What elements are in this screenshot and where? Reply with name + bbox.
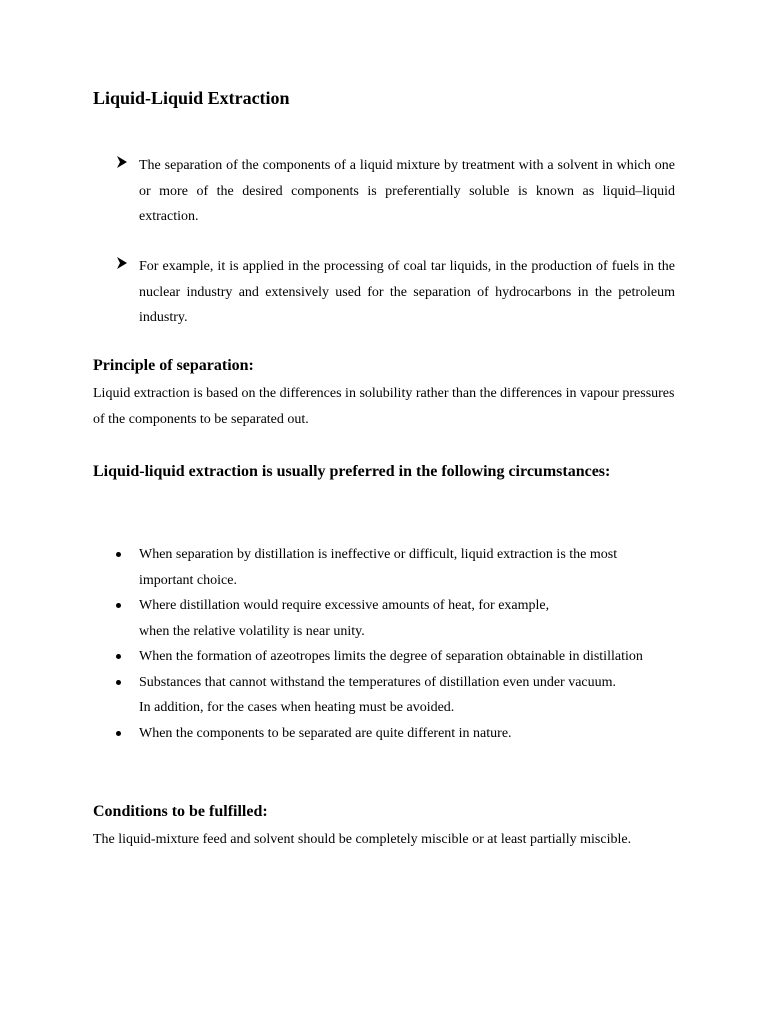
list-item [93,644,675,670]
document-title: Liquid-Liquid Extraction [93,88,290,108]
arrow-bullet-icon [115,256,129,270]
list-item-text: When separation by distillation is ineffective or difficult, liquid extraction is the most important choice. [139,547,618,588]
bullet-dot-icon [116,603,121,608]
list-item-text-continued: when the relative volatility is near unity. [139,623,365,639]
list-item-text: When the formation of azeotropes limits the degree of separation obtainable in distillation [139,649,643,664]
principle-heading: Principle of separation: [93,357,254,374]
bullet-dot-icon [116,680,121,685]
intro-point-text: The separation of the components of a liquid mixture by treatment with a solvent in which one or more of the desired components is preferentially soluble is known as liquid–liquid extraction. [139,158,675,224]
intro-point [93,254,675,331]
list-item [93,593,675,644]
list-item-text: When the components to be separated are quite different in nature. [139,725,512,741]
circumstances-list [93,542,675,746]
circumstances-heading: Liquid-liquid extraction is usually preferred in the following circumstances: [93,463,611,480]
conditions-text: The liquid-mixture feed and solvent should be completely miscible or at least partially miscible. [93,832,632,847]
principle-text: Liquid extraction is based on the differences in solubility rather than the differences in vapour pressures of the components to be separated out. [93,386,675,427]
list-item-text: Substances that cannot withstand the temperatures of distillation even under vacuum. [139,674,617,690]
conditions-heading: Conditions to be fulfilled: [93,803,268,820]
intro-point [93,153,675,230]
bullet-dot-icon [116,552,121,557]
intro-point-text: For example, it is applied in the processing of coal tar liquids, in the production of fuels in the nuclear industry and extensively used for the separation of hydrocarbons in the petroleum industry. [139,259,675,325]
list-item-text: Where distillation would require excessive amounts of heat, for example, [139,598,550,613]
arrow-bullet-icon [115,155,129,169]
list-item [93,542,675,593]
bullet-dot-icon [116,654,121,659]
list-item [93,670,675,721]
bullet-dot-icon [116,731,121,736]
list-item [93,721,675,747]
list-item-text-continued: In addition, for the cases when heating must be avoided. [139,700,455,715]
